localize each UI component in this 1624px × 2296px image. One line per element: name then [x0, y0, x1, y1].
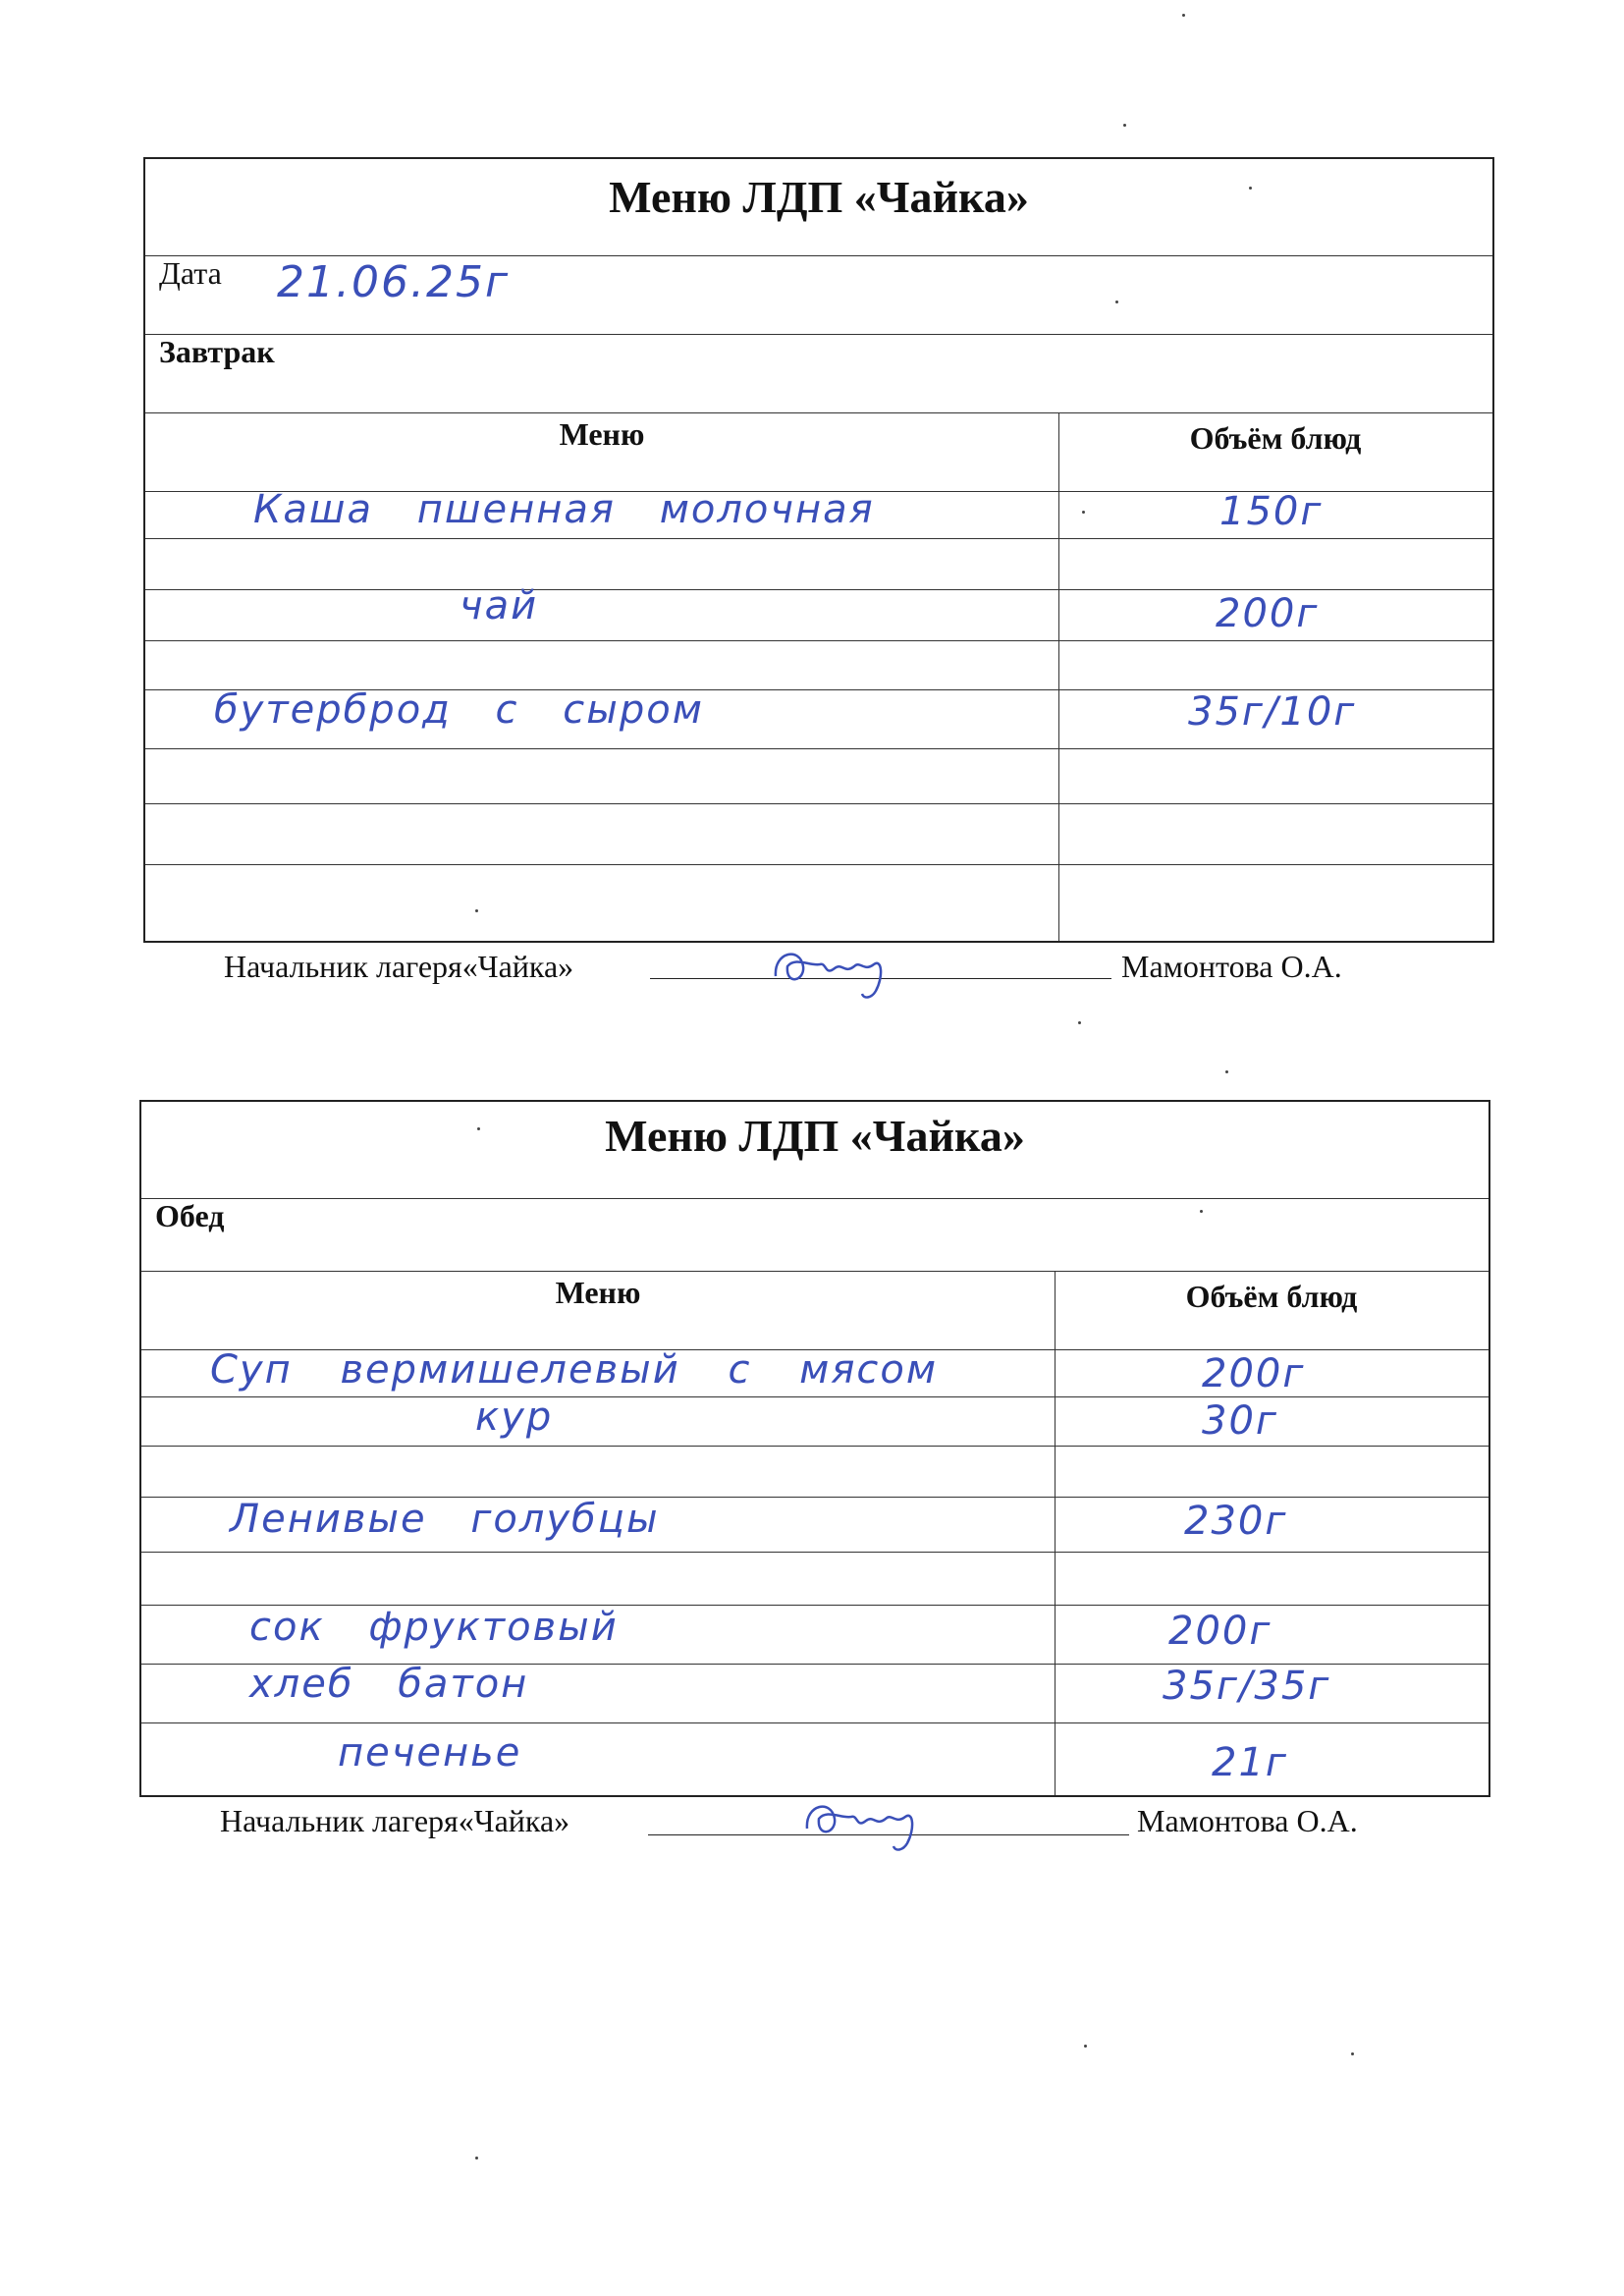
lunch-volume-4: 200г: [1168, 1609, 1272, 1654]
breakfast-sign-name: Мамонтова О.А.: [1121, 949, 1342, 984]
breakfast-title: Меню ЛДП «Чайка»: [609, 172, 1029, 222]
lunch-col-menu-header: Меню: [555, 1275, 641, 1310]
breakfast-dish-1: Каша пшенная молочная: [253, 487, 875, 532]
lunch-col-volume-header: Объём блюд: [1185, 1279, 1358, 1314]
breakfast-col-menu-header: Меню: [559, 416, 645, 452]
lunch-sign-name: Мамонтова О.А.: [1137, 1803, 1358, 1838]
lunch-dish-1: Суп вермишелевый с мясом: [210, 1347, 939, 1393]
lunch-dish-6: печенье: [338, 1730, 522, 1776]
lunch-menu-table: [139, 1100, 1490, 1797]
breakfast-meal-label: Завтрак: [159, 334, 275, 369]
breakfast-dish-3: бутерброд с сыром: [214, 687, 704, 733]
breakfast-dish-2: чай: [460, 583, 539, 629]
lunch-dish-2: кур: [475, 1394, 554, 1440]
lunch-meal-label: Обед: [155, 1198, 225, 1233]
lunch-sign-label: Начальник лагеря«Чайка»: [220, 1803, 570, 1838]
breakfast-volume-1: 150г: [1219, 489, 1324, 534]
lunch-volume-6: 21г: [1212, 1740, 1288, 1785]
breakfast-col-volume-header: Объём блюд: [1189, 420, 1362, 456]
date-label: Дата: [159, 255, 222, 291]
lunch-volume-1: 200г: [1202, 1351, 1306, 1396]
breakfast-signature: [766, 937, 903, 1006]
lunch-volume-3: 230г: [1184, 1499, 1288, 1544]
lunch-dish-4: сок фруктовый: [249, 1605, 619, 1650]
lunch-dish-5: хлеб батон: [249, 1662, 529, 1707]
breakfast-sign-label: Начальник лагеря«Чайка»: [224, 949, 574, 984]
lunch-signature: [797, 1789, 935, 1858]
lunch-dish-3: Ленивые голубцы: [230, 1497, 660, 1542]
lunch-volume-2: 30г: [1202, 1398, 1278, 1444]
lunch-volume-5: 35г/35г: [1163, 1664, 1331, 1709]
breakfast-volume-3: 35г/10г: [1188, 689, 1357, 735]
breakfast-menu-table: [143, 157, 1494, 943]
lunch-title: Меню ЛДП «Чайка»: [605, 1111, 1025, 1161]
breakfast-volume-2: 200г: [1216, 591, 1320, 636]
date-value: 21.06.25г: [277, 257, 511, 307]
